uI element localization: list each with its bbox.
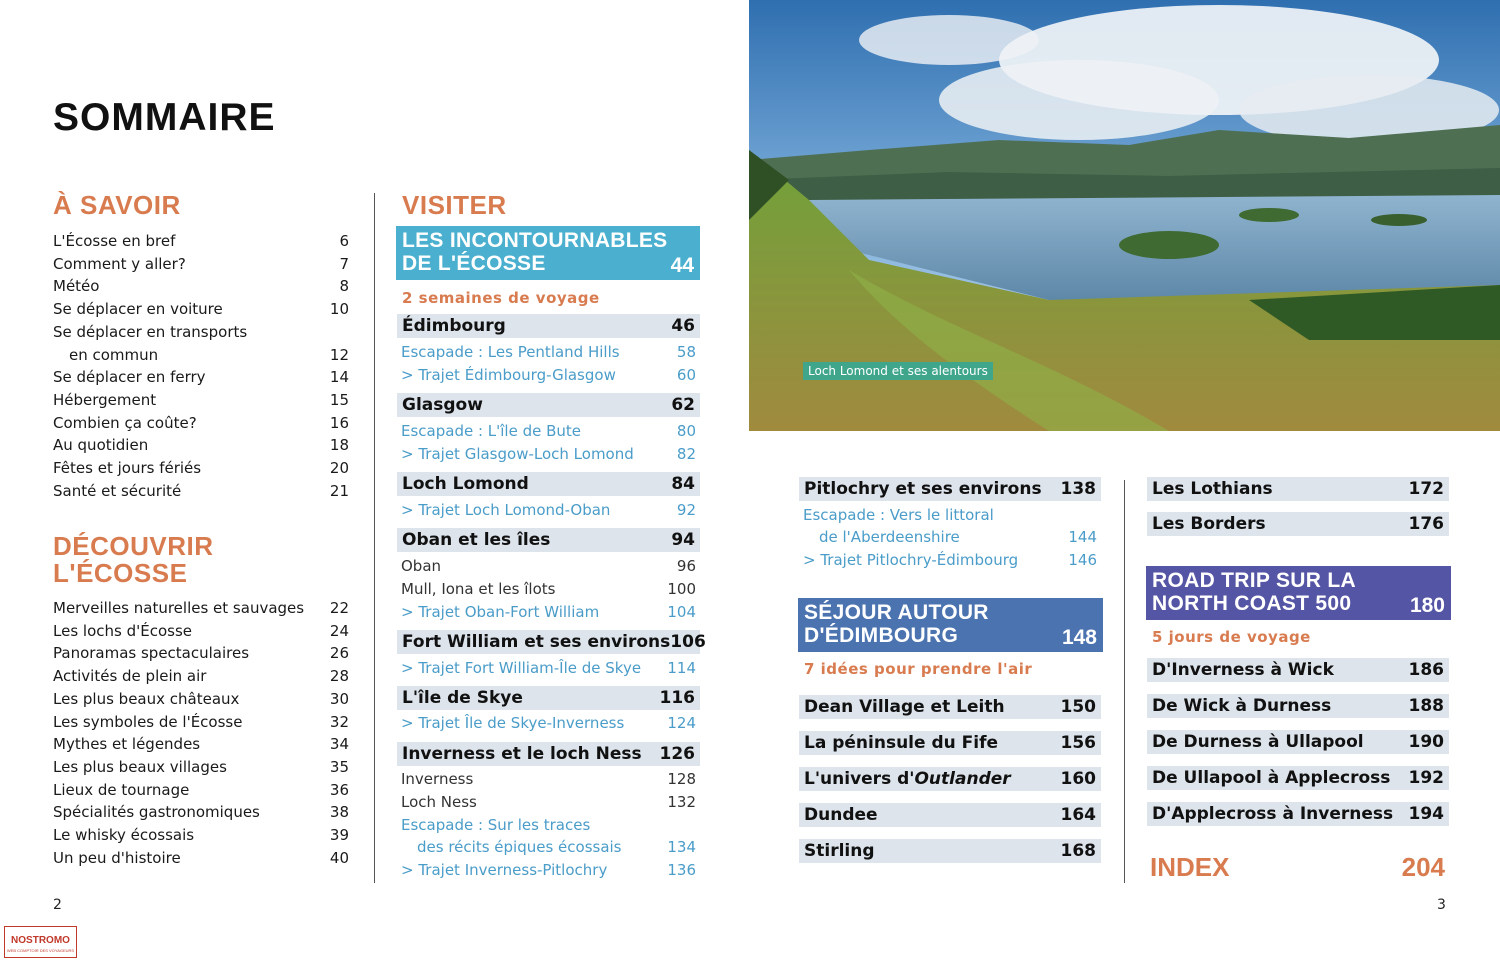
row-page: 160	[1060, 769, 1096, 789]
row-label: Escapade : Sur les traces	[401, 816, 591, 834]
column-divider	[1124, 480, 1125, 883]
toc-row-inverness-ness[interactable]	[397, 742, 700, 766]
toc-row[interactable]	[53, 597, 349, 620]
toc-row-escapade[interactable]	[401, 422, 696, 440]
a-savoir-list	[53, 230, 349, 502]
row-page: 6	[339, 232, 349, 250]
banner-line: D'ÉDIMBOURG	[804, 624, 959, 647]
row-page: 15	[329, 390, 349, 409]
row-page: 84	[671, 474, 695, 494]
row-label: Comment y aller?	[53, 254, 186, 273]
row-label: Se déplacer en transports	[53, 322, 248, 341]
a-savoir-heading: À SAVOIR	[53, 190, 181, 220]
row-page: 22	[329, 599, 349, 617]
toc-row[interactable]	[53, 321, 349, 344]
row-label: Loch Lomond	[402, 474, 529, 494]
row-page: 35	[329, 757, 349, 776]
row-label: Santé et sécurité	[53, 481, 182, 500]
row-label: > Trajet Île de Skye-Inverness	[401, 714, 625, 732]
row-page: 176	[1408, 514, 1444, 534]
sejour-edimbourg-banner[interactable]	[798, 598, 1103, 652]
row-page: 10	[329, 300, 349, 319]
toc-row-oban[interactable]	[401, 557, 696, 575]
row-page: 194	[1408, 804, 1444, 824]
page-title: SOMMAIRE	[53, 96, 276, 139]
banner-line: NORTH COAST 500	[1152, 592, 1352, 615]
toc-row-glasgow[interactable]	[397, 393, 700, 417]
row-page: 156	[1060, 733, 1096, 753]
row-page: 12	[329, 345, 349, 364]
toc-row-lothians[interactable]	[1147, 477, 1449, 501]
row-label: De Durness à Ullapool	[1152, 732, 1364, 752]
toc-row-trajet[interactable]	[803, 551, 1097, 569]
banner-line: SÉJOUR AUTOUR	[804, 601, 989, 624]
row-page: 116	[659, 688, 695, 708]
toc-row-trajet[interactable]	[401, 659, 696, 677]
toc-row-trajet[interactable]	[401, 445, 696, 463]
visiter-subline: 2 semaines de voyage	[402, 289, 600, 307]
row-label: Se déplacer en voiture	[53, 300, 223, 319]
toc-row-trajet[interactable]	[401, 366, 696, 384]
row-page: 168	[1060, 841, 1096, 861]
toc-row-oban-iles[interactable]	[397, 528, 700, 552]
row-page: 192	[1408, 768, 1444, 788]
column-divider	[374, 193, 375, 883]
row-label: Les Lothians	[1152, 479, 1273, 499]
row-label: Escapade : Vers le littoral	[803, 506, 994, 524]
row-page: 106	[670, 632, 706, 652]
logo-wordmark: NOSTROMO	[11, 935, 70, 946]
row-label: Au quotidien	[53, 436, 149, 455]
visiter-heading: VISITER	[402, 190, 507, 220]
row-label: Fêtes et jours fériés	[53, 459, 202, 478]
row-label: Stirling	[804, 841, 875, 861]
row-page: 60	[676, 366, 696, 384]
toc-row-wick-durness[interactable]	[1147, 694, 1449, 718]
toc-row[interactable]	[53, 366, 349, 389]
toc-row[interactable]	[53, 434, 349, 457]
row-label: De Ullapool à Applecross	[1152, 768, 1391, 788]
row-label	[804, 769, 1011, 789]
toc-row-applecross-inverness[interactable]	[1147, 802, 1449, 826]
row-label: Escapade : Les Pentland Hills	[401, 343, 620, 361]
row-page: 96	[676, 557, 696, 575]
row-page: 186	[1408, 660, 1444, 680]
page-number-left: 2	[53, 897, 62, 913]
row-label: Les symboles de l'Écosse	[53, 712, 243, 731]
row-label: Oban	[401, 557, 442, 575]
page-number-right: 3	[1437, 897, 1446, 913]
row-page: 46	[671, 316, 695, 336]
toc-row-mull[interactable]	[401, 580, 696, 598]
row-label: > Trajet Inverness-Pitlochry	[401, 861, 608, 879]
row-page: 26	[329, 644, 349, 663]
row-label: Combien ça coûte?	[53, 413, 197, 432]
toc-row-escapade[interactable]	[803, 506, 1097, 524]
row-label: Les Borders	[1152, 514, 1266, 534]
row-page: 62	[671, 395, 695, 415]
row-page: 30	[329, 689, 349, 708]
nostromo-logo-art	[5, 927, 76, 957]
row-page: 94	[671, 530, 695, 550]
toc-row[interactable]	[53, 824, 349, 847]
row-label-prefix: L'univers d'	[804, 769, 915, 789]
row-page: 136	[667, 861, 696, 879]
row-page: 82	[676, 445, 696, 463]
row-page: 114	[667, 659, 696, 677]
toc-row[interactable]	[53, 412, 349, 435]
row-page: 16	[329, 413, 349, 432]
toc-row-inverness[interactable]	[401, 770, 696, 788]
row-label: Activités de plein air	[53, 667, 207, 686]
row-label: Dean Village et Leith	[804, 697, 1005, 717]
toc-row[interactable]	[53, 457, 349, 480]
row-label: Un peu d'histoire	[53, 848, 181, 867]
row-label: L'Écosse en bref	[53, 232, 176, 250]
row-label: Spécialités gastronomiques	[53, 803, 260, 822]
banner-page: 180	[1409, 594, 1445, 617]
toc-row-borders[interactable]	[1147, 512, 1449, 536]
row-label: Fort William et ses environs	[402, 632, 671, 652]
row-label: en commun	[69, 345, 159, 364]
row-label: > Trajet Édimbourg-Glasgow	[401, 366, 616, 384]
toc-row[interactable]	[53, 801, 349, 824]
row-page: 172	[1408, 479, 1444, 499]
row-page: 40	[329, 848, 349, 867]
row-page: 92	[676, 501, 696, 519]
banner-line: ROAD TRIP SUR LA	[1152, 569, 1356, 592]
row-page: 138	[1060, 479, 1096, 499]
row-label: Loch Ness	[401, 793, 477, 811]
row-label: Se déplacer en ferry	[53, 368, 206, 387]
row-page: 7	[339, 254, 349, 273]
toc-row-trajet[interactable]	[401, 603, 696, 621]
toc-row-pitlochry[interactable]	[799, 477, 1101, 501]
toc-row[interactable]	[53, 847, 349, 870]
toc-row-skye[interactable]	[397, 686, 700, 710]
toc-row-outlander[interactable]	[799, 767, 1101, 791]
row-page: 38	[329, 803, 349, 822]
row-label: Inverness et le loch Ness	[402, 744, 642, 764]
decouvrir-heading-line1: DÉCOUVRIR	[53, 531, 214, 561]
row-page: 58	[676, 343, 696, 361]
row-label: Édimbourg	[402, 316, 506, 336]
toc-row[interactable]	[53, 665, 349, 688]
row-page: 126	[659, 744, 695, 764]
row-label: Lieux de tournage	[53, 780, 190, 799]
logo-tagline: WEB COMPTOIR DES VOYAGEURS	[6, 948, 75, 953]
toc-row[interactable]	[53, 480, 349, 503]
toc-row[interactable]	[53, 389, 349, 412]
row-page: 21	[329, 481, 349, 500]
banner-page: 44	[670, 254, 694, 277]
banner-line: DE L'ÉCOSSE	[402, 252, 546, 275]
row-page: 188	[1408, 696, 1444, 716]
row-label: Les lochs d'Écosse	[53, 621, 192, 640]
row-page: 190	[1408, 732, 1444, 752]
toc-row-escapade-cont[interactable]	[401, 838, 696, 856]
row-label: Glasgow	[402, 395, 483, 415]
row-label: Météo	[53, 277, 100, 296]
toc-row[interactable]	[53, 298, 349, 321]
row-label: Inverness	[401, 770, 474, 788]
toc-row-loch-ness[interactable]	[401, 793, 696, 811]
row-label: > Trajet Loch Lomond-Oban	[401, 501, 611, 519]
toc-row[interactable]	[53, 711, 349, 734]
row-label: D'Applecross à Inverness	[1152, 804, 1394, 824]
row-label: Hébergement	[53, 390, 157, 409]
toc-row-ullapool-applecross[interactable]	[1147, 766, 1449, 790]
toc-row-dundee[interactable]	[799, 803, 1101, 827]
toc-row[interactable]	[53, 642, 349, 665]
row-label: Mythes et légendes	[53, 735, 201, 754]
row-page: 14	[329, 368, 349, 387]
row-page: 128	[667, 770, 696, 788]
sejour-subline: 7 idées pour prendre l'air	[804, 660, 1033, 678]
row-page: 36	[329, 780, 349, 799]
row-label: Pitlochry et ses environs	[804, 479, 1042, 499]
banner-line: LES INCONTOURNABLES	[402, 229, 668, 252]
row-label: > Trajet Oban-Fort William	[401, 603, 600, 621]
row-page: 100	[667, 580, 696, 598]
row-label: > Trajet Pitlochry-Édimbourg	[803, 551, 1019, 569]
toc-row[interactable]	[53, 779, 349, 802]
incontournables-banner[interactable]	[396, 226, 700, 280]
toc-row-escapade[interactable]	[401, 343, 696, 361]
row-label: L'île de Skye	[402, 688, 523, 708]
row-page: 146	[1068, 551, 1097, 569]
toc-row[interactable]	[53, 733, 349, 756]
index-entry[interactable]	[1150, 852, 1445, 883]
decouvrir-heading-line2: L'ÉCOSSE	[53, 558, 188, 588]
row-page: 34	[329, 735, 349, 754]
row-page: 150	[1060, 697, 1096, 717]
row-page: 80	[676, 422, 696, 440]
row-label: > Trajet Fort William-Île de Skye	[401, 659, 642, 677]
row-label: Le whisky écossais	[53, 826, 195, 845]
photo-caption: Loch Lomond et ses alentours	[803, 362, 993, 380]
road-trip-banner[interactable]	[1146, 566, 1451, 620]
toc-row[interactable]	[53, 230, 349, 253]
road-trip-subline: 5 jours de voyage	[1152, 628, 1311, 646]
row-label: Les plus beaux châteaux	[53, 689, 240, 708]
row-label-italic: Outlander	[914, 769, 1011, 789]
row-page: 132	[667, 793, 696, 811]
toc-row[interactable]	[53, 344, 349, 367]
toc-row-fort-william[interactable]	[397, 630, 706, 654]
row-label: des récits épiques écossais	[417, 838, 622, 856]
toc-row-trajet[interactable]	[401, 714, 696, 732]
row-page: 24	[329, 621, 349, 640]
toc-row-escapade[interactable]	[401, 816, 696, 834]
toc-row-trajet[interactable]	[401, 861, 696, 879]
row-page: 144	[1068, 528, 1097, 546]
row-page: 28	[329, 667, 349, 686]
toc-row[interactable]	[53, 275, 349, 298]
row-label: de l'Aberdeenshire	[819, 528, 960, 546]
row-label: La péninsule du Fife	[804, 733, 999, 753]
toc-row-inverness-wick[interactable]	[1147, 658, 1449, 682]
row-label: Merveilles naturelles et sauvages	[53, 599, 305, 617]
toc-row-fife[interactable]	[799, 731, 1101, 755]
row-label: Escapade : L'île de Bute	[401, 422, 582, 440]
row-page: 32	[329, 712, 349, 731]
row-label: Dundee	[804, 805, 878, 825]
banner-page: 148	[1061, 626, 1097, 649]
toc-row-escapade-cont[interactable]	[803, 528, 1097, 546]
decouvrir-heading	[53, 533, 214, 587]
toc-row-edimbourg[interactable]	[397, 314, 700, 338]
row-label: De Wick à Durness	[1152, 696, 1332, 716]
row-page: 124	[667, 714, 696, 732]
row-page: 134	[667, 838, 696, 856]
toc-row-durness-ullapool[interactable]	[1147, 730, 1449, 754]
index-page: 204	[1401, 852, 1445, 882]
toc-row-trajet[interactable]	[401, 501, 696, 519]
index-label: INDEX	[1150, 852, 1230, 882]
toc-row[interactable]	[53, 620, 349, 643]
row-page: 164	[1060, 805, 1096, 825]
row-label: Mull, Iona et les îlots	[401, 580, 556, 598]
row-page: 8	[339, 277, 349, 296]
toc-row-dean-village[interactable]	[799, 695, 1101, 719]
row-page: 39	[329, 826, 349, 845]
decouvrir-list	[53, 597, 349, 869]
row-page: 20	[329, 459, 349, 478]
toc-row[interactable]	[53, 688, 349, 711]
toc-row-loch-lomond[interactable]	[397, 472, 700, 496]
nostromo-logo	[4, 926, 77, 958]
row-label: D'Inverness à Wick	[1152, 660, 1334, 680]
toc-row[interactable]	[53, 253, 349, 276]
row-label: Panoramas spectaculaires	[53, 644, 250, 663]
row-page: 18	[329, 436, 349, 455]
row-label: Oban et les îles	[402, 530, 551, 550]
row-label: > Trajet Glasgow-Loch Lomond	[401, 445, 634, 463]
toc-row[interactable]	[53, 756, 349, 779]
row-page: 104	[667, 603, 696, 621]
row-label: Les plus beaux villages	[53, 757, 227, 776]
toc-row-stirling[interactable]	[799, 839, 1101, 863]
